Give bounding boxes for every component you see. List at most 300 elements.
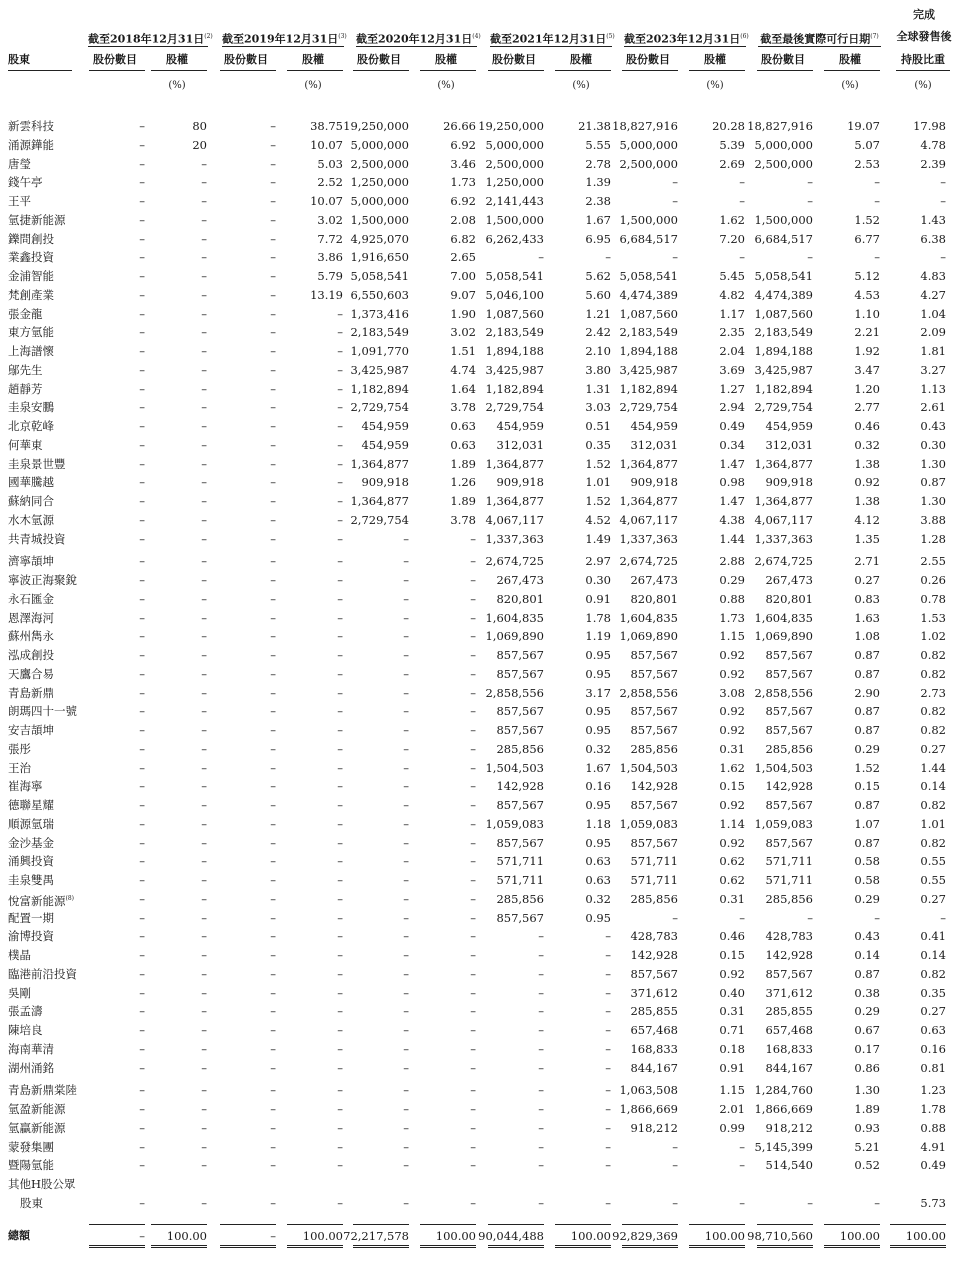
table-cell: – xyxy=(270,1102,276,1116)
table-cell: – xyxy=(538,250,544,265)
table-cell: 1,250,000 xyxy=(350,175,409,190)
table-cell: – xyxy=(337,666,343,681)
table-cell: 0.29 xyxy=(854,741,880,756)
table-cell: – xyxy=(605,929,611,944)
table-cell: – xyxy=(874,250,880,265)
table-cell: 454,959 xyxy=(765,419,813,433)
table-cell: – xyxy=(139,400,145,415)
table-cell: – xyxy=(337,985,343,1000)
table-cell: 1,069,890 xyxy=(754,629,813,644)
table-cell: 1,364,877 xyxy=(754,494,813,508)
table-cell: 2,183,549 xyxy=(350,325,409,340)
table-cell: – xyxy=(605,1060,611,1075)
table-cell: 3.08 xyxy=(719,685,745,700)
total-bottom-rule xyxy=(890,1245,946,1248)
table-cell: – xyxy=(739,175,745,190)
total-bottom-rule xyxy=(151,1245,207,1248)
table-cell: – xyxy=(403,554,409,569)
table-cell: – xyxy=(201,966,207,981)
table-cell: 2,729,754 xyxy=(350,512,409,527)
table-cell: – xyxy=(201,685,207,700)
table-cell: – xyxy=(270,400,276,415)
subheader-rule xyxy=(89,70,145,71)
table-cell: – xyxy=(139,741,145,756)
table-cell: – xyxy=(470,929,476,944)
table-cell: 26.66 xyxy=(443,119,476,133)
table-cell: – xyxy=(807,1195,813,1210)
table-cell: 0.87 xyxy=(854,648,880,662)
table-cell: – xyxy=(874,175,880,190)
table-cell: – xyxy=(739,910,745,925)
table-cell: 3,425,987 xyxy=(485,362,544,377)
total-bottom-rule xyxy=(689,1245,745,1248)
final-header-line2: 全球發售後 xyxy=(896,30,952,43)
table-cell: 1.30 xyxy=(920,494,946,508)
table-cell: 168,833 xyxy=(765,1041,813,1056)
table-cell: 2,729,754 xyxy=(754,400,813,415)
table-cell: – xyxy=(201,723,207,737)
table-cell: – xyxy=(201,381,207,396)
table-cell: 5,058,541 xyxy=(619,269,678,283)
percent-unit: (%) xyxy=(304,80,322,91)
table-cell: – xyxy=(139,344,145,358)
shareholder-name: 配置一期 xyxy=(8,910,54,925)
table-cell: 857,567 xyxy=(630,648,678,662)
table-cell: 0.92 xyxy=(719,798,745,812)
table-cell: – xyxy=(201,156,207,171)
table-cell: – xyxy=(139,929,145,944)
table-cell: 5.21 xyxy=(854,1139,880,1154)
table-cell: 0.91 xyxy=(719,1060,745,1075)
table-cell: – xyxy=(270,156,276,171)
table-cell: 0.35 xyxy=(585,437,611,452)
table-cell: – xyxy=(470,573,476,587)
table-cell: 844,167 xyxy=(765,1060,813,1075)
table-cell: – xyxy=(538,1120,544,1135)
table-cell: 2.55 xyxy=(920,554,946,569)
table-cell: 1.78 xyxy=(920,1102,946,1116)
table-cell: – xyxy=(270,494,276,508)
period-title: 截至2019年12月31日 xyxy=(222,32,339,46)
table-cell: 1.89 xyxy=(854,1102,880,1116)
table-cell: – xyxy=(470,1139,476,1154)
table-cell: – xyxy=(470,835,476,850)
table-cell: – xyxy=(470,1041,476,1056)
subheader-rule xyxy=(353,70,409,71)
table-cell: – xyxy=(139,175,145,190)
table-cell: 2.52 xyxy=(317,175,343,190)
table-cell: – xyxy=(201,456,207,471)
table-cell: – xyxy=(139,437,145,452)
total-cell: 100.00 xyxy=(839,1228,880,1243)
table-cell: 0.31 xyxy=(719,1004,745,1019)
table-cell: 2.35 xyxy=(719,325,745,340)
table-cell: 267,473 xyxy=(496,573,544,587)
table-cell: – xyxy=(605,985,611,1000)
table-cell: 4.82 xyxy=(719,287,745,302)
table-cell: – xyxy=(201,629,207,644)
table-cell: – xyxy=(270,723,276,737)
table-cell: 1,182,894 xyxy=(619,381,678,396)
table-cell: – xyxy=(270,1139,276,1154)
table-cell: 1.44 xyxy=(719,531,745,546)
equity-subheader: 股權 xyxy=(302,53,324,66)
table-cell: – xyxy=(270,531,276,546)
table-cell: – xyxy=(270,381,276,396)
table-cell: – xyxy=(337,1060,343,1075)
total-cell: 100.00 xyxy=(905,1228,946,1243)
table-cell: – xyxy=(403,666,409,681)
table-cell: 0.78 xyxy=(920,591,946,606)
table-cell: 3.27 xyxy=(920,362,946,377)
equity-subheader: 股權 xyxy=(435,53,457,66)
table-cell: 820,801 xyxy=(630,591,678,606)
table-cell: – xyxy=(403,816,409,831)
table-cell: – xyxy=(201,531,207,546)
table-cell: – xyxy=(139,1139,145,1154)
shareholder-name: 氫捷新能源 xyxy=(8,212,66,227)
table-cell: 857,567 xyxy=(630,666,678,681)
table-cell: – xyxy=(139,704,145,719)
subheader-rule xyxy=(689,70,745,71)
table-cell: – xyxy=(270,816,276,831)
table-cell: 1,866,669 xyxy=(619,1102,678,1116)
table-cell: 1.67 xyxy=(585,212,611,227)
total-top-rule xyxy=(824,1224,880,1225)
total-top-rule xyxy=(89,1224,145,1225)
table-cell: 0.92 xyxy=(719,835,745,850)
shareholder-name: 吳剛 xyxy=(8,985,31,1000)
table-cell: 3.47 xyxy=(854,362,880,377)
table-cell: 571,711 xyxy=(765,873,813,887)
table-cell: – xyxy=(739,1195,745,1210)
shareholder-header: 股東 xyxy=(8,53,30,66)
table-cell: 0.30 xyxy=(585,573,611,587)
table-cell: 3,425,987 xyxy=(754,362,813,377)
period-header xyxy=(222,30,347,47)
table-cell: 1.04 xyxy=(920,306,946,321)
table-cell: – xyxy=(403,779,409,794)
table-cell: – xyxy=(470,1158,476,1173)
table-cell: – xyxy=(807,250,813,265)
table-cell: 1,894,188 xyxy=(619,344,678,358)
shareholder-name: 悅富新能源$^{(8)}$ xyxy=(8,893,74,908)
table-cell: – xyxy=(538,1060,544,1075)
table-cell: – xyxy=(201,1195,207,1210)
table-cell: 1.17 xyxy=(719,306,745,321)
period-rule xyxy=(624,46,746,47)
table-cell: – xyxy=(605,1195,611,1210)
table-cell: 0.35 xyxy=(920,985,946,1000)
table-cell: – xyxy=(403,1023,409,1037)
final-subheader-rule xyxy=(896,70,950,71)
table-cell: – xyxy=(403,798,409,812)
table-cell: 1.27 xyxy=(719,381,745,396)
table-cell: 0.95 xyxy=(585,704,611,719)
table-cell: – xyxy=(605,1083,611,1098)
shareholder-name: 德聯星耀 xyxy=(8,798,54,812)
table-cell: 142,928 xyxy=(496,779,544,794)
shareholder-name: 圭泉景世豐 xyxy=(8,456,66,471)
table-cell: – xyxy=(139,985,145,1000)
table-cell: 1.20 xyxy=(854,381,880,396)
table-cell: 5,058,541 xyxy=(754,269,813,283)
table-cell: – xyxy=(337,723,343,737)
table-cell: 2.77 xyxy=(854,400,880,415)
total-top-rule xyxy=(151,1224,207,1225)
table-cell: 0.16 xyxy=(585,779,611,794)
table-cell: – xyxy=(470,531,476,546)
table-cell: – xyxy=(403,531,409,546)
table-cell: 1,364,877 xyxy=(350,494,409,508)
table-cell: 2,858,556 xyxy=(619,685,678,700)
shares-subheader: 股份數目 xyxy=(492,53,536,66)
table-cell: – xyxy=(270,287,276,302)
table-cell: 3.02 xyxy=(450,325,476,340)
table-cell: 1,091,770 xyxy=(350,344,409,358)
shareholder-name: 張彤 xyxy=(8,741,31,756)
table-cell: 2.10 xyxy=(585,344,611,358)
table-cell: – xyxy=(201,835,207,850)
table-cell: – xyxy=(270,175,276,190)
table-cell: – xyxy=(270,929,276,944)
table-cell: – xyxy=(139,306,145,321)
table-cell: 1,063,508 xyxy=(619,1083,678,1098)
table-cell: 2,500,000 xyxy=(350,156,409,171)
table-cell: – xyxy=(337,891,343,906)
table-cell: 6.77 xyxy=(854,231,880,246)
table-cell: 0.29 xyxy=(854,891,880,906)
table-cell: 1.31 xyxy=(585,381,611,396)
table-cell: 1,500,000 xyxy=(350,212,409,227)
shareholder-name: 暨陽氫能 xyxy=(8,1158,54,1173)
table-cell: – xyxy=(201,910,207,925)
shareholder-name: 朗瑪四十一號 xyxy=(8,704,77,719)
shareholder-name-cont: 股東 xyxy=(20,1195,43,1210)
table-cell: 2,500,000 xyxy=(754,156,813,171)
table-cell: 285,856 xyxy=(765,741,813,756)
table-cell: 4,067,117 xyxy=(619,512,678,527)
shareholder-name: 氫盈新能源 xyxy=(8,1102,66,1116)
table-cell: 1.38 xyxy=(854,456,880,471)
table-cell: – xyxy=(470,666,476,681)
table-cell: 0.86 xyxy=(854,1060,880,1075)
table-cell: – xyxy=(337,475,343,490)
table-cell: 0.30 xyxy=(920,437,946,452)
table-cell: 2,729,754 xyxy=(485,400,544,415)
table-cell: 285,856 xyxy=(765,891,813,906)
table-cell: 1,916,650 xyxy=(350,250,409,265)
total-top-rule xyxy=(555,1224,611,1225)
table-cell: 909,918 xyxy=(496,475,544,490)
table-cell: 1.07 xyxy=(854,816,880,831)
table-cell: 1.23 xyxy=(920,1083,946,1098)
table-cell: – xyxy=(470,723,476,737)
table-cell: – xyxy=(139,685,145,700)
table-cell: 7.00 xyxy=(450,269,476,283)
table-cell: 2.69 xyxy=(719,156,745,171)
table-cell: 1,059,083 xyxy=(754,816,813,831)
table-cell: – xyxy=(270,835,276,850)
table-cell: – xyxy=(270,212,276,227)
table-cell: – xyxy=(139,531,145,546)
table-cell: – xyxy=(270,306,276,321)
table-cell: 5.03 xyxy=(317,156,343,171)
table-cell: 1,284,760 xyxy=(754,1083,813,1098)
table-cell: 1.62 xyxy=(719,212,745,227)
table-cell: 267,473 xyxy=(765,573,813,587)
table-cell: – xyxy=(337,306,343,321)
table-cell: 0.46 xyxy=(719,929,745,944)
table-cell: 168,833 xyxy=(630,1041,678,1056)
table-cell: 0.82 xyxy=(920,798,946,812)
table-cell: 0.92 xyxy=(719,666,745,681)
table-cell: – xyxy=(739,194,745,208)
table-cell: 1.81 xyxy=(920,344,946,358)
table-cell: 909,918 xyxy=(765,475,813,490)
table-cell: – xyxy=(470,1195,476,1210)
equity-subheader: 股權 xyxy=(704,53,726,66)
table-cell: – xyxy=(201,1023,207,1037)
table-cell: 0.15 xyxy=(719,779,745,794)
table-cell: 2.94 xyxy=(719,400,745,415)
table-cell: – xyxy=(940,250,946,265)
table-cell: – xyxy=(201,873,207,887)
table-cell: 3.78 xyxy=(450,400,476,415)
table-cell: 2.88 xyxy=(719,554,745,569)
table-cell: – xyxy=(139,1120,145,1135)
period-header xyxy=(356,30,481,47)
table-cell: 0.15 xyxy=(854,779,880,794)
table-cell: – xyxy=(403,910,409,925)
table-cell: – xyxy=(403,723,409,737)
table-cell: 1.43 xyxy=(920,212,946,227)
total-cell: 100.00 xyxy=(570,1228,611,1243)
table-cell: 2.97 xyxy=(585,554,611,569)
table-cell: – xyxy=(470,1004,476,1019)
table-cell: 3.46 xyxy=(450,156,476,171)
table-cell: 1.35 xyxy=(854,531,880,546)
table-cell: 0.87 xyxy=(854,704,880,719)
period-rule xyxy=(758,46,881,47)
table-cell: 0.62 xyxy=(719,854,745,869)
table-cell: 5.60 xyxy=(585,287,611,302)
table-cell: – xyxy=(270,231,276,246)
table-cell: – xyxy=(403,1041,409,1056)
total-bottom-rule xyxy=(488,1245,544,1248)
table-cell: 5,145,399 xyxy=(754,1139,813,1154)
table-cell: – xyxy=(139,666,145,681)
shareholder-name: 新雲科技 xyxy=(8,119,54,133)
table-cell: – xyxy=(470,985,476,1000)
shareholder-name: 陳培良 xyxy=(8,1023,43,1037)
table-cell: 0.95 xyxy=(585,835,611,850)
table-cell: 0.87 xyxy=(854,966,880,981)
table-cell: – xyxy=(139,648,145,662)
table-cell: – xyxy=(538,1083,544,1098)
table-cell: 0.49 xyxy=(719,419,745,433)
table-cell: 20.28 xyxy=(712,119,745,133)
table-cell: – xyxy=(139,779,145,794)
table-cell: – xyxy=(139,1195,145,1210)
table-cell: – xyxy=(337,512,343,527)
table-cell: – xyxy=(470,816,476,831)
shareholder-name: 錢午亭 xyxy=(8,175,43,190)
table-cell: – xyxy=(139,456,145,471)
shareholder-name: 王治 xyxy=(8,760,31,775)
table-cell: – xyxy=(337,494,343,508)
subheader-rule xyxy=(220,70,276,71)
table-cell: – xyxy=(337,362,343,377)
table-cell: – xyxy=(337,873,343,887)
table-cell: 5.39 xyxy=(719,137,745,152)
period-note: (2) xyxy=(204,33,213,40)
table-cell: 0.91 xyxy=(585,591,611,606)
table-cell: – xyxy=(139,212,145,227)
total-bottom-rule xyxy=(622,1245,678,1248)
table-cell: 1,504,503 xyxy=(754,760,813,775)
table-cell: 0.46 xyxy=(854,419,880,433)
table-cell: 1.38 xyxy=(854,494,880,508)
table-cell: 1,364,877 xyxy=(754,456,813,471)
table-cell: – xyxy=(470,891,476,906)
table-cell: 2.65 xyxy=(450,250,476,265)
table-cell: – xyxy=(201,704,207,719)
table-cell: – xyxy=(139,835,145,850)
table-cell: 5.62 xyxy=(585,269,611,283)
table-cell: 2,729,754 xyxy=(619,400,678,415)
table-cell: – xyxy=(270,1041,276,1056)
table-cell: – xyxy=(470,854,476,869)
table-cell: – xyxy=(270,1004,276,1019)
shareholder-name: 水木氫源 xyxy=(8,512,54,527)
table-cell: – xyxy=(201,610,207,625)
table-cell: 285,856 xyxy=(496,891,544,906)
total-top-rule xyxy=(488,1224,544,1225)
table-cell: – xyxy=(139,910,145,925)
table-cell: 0.58 xyxy=(854,873,880,887)
table-cell: – xyxy=(139,798,145,812)
table-cell: – xyxy=(270,269,276,283)
table-cell: 5,000,000 xyxy=(754,137,813,152)
table-cell: 1.39 xyxy=(585,175,611,190)
table-cell: – xyxy=(672,175,678,190)
table-cell: – xyxy=(403,948,409,962)
total-cell: 92,829,369 xyxy=(612,1228,678,1243)
table-cell: 19,250,000 xyxy=(478,119,544,133)
period-header xyxy=(624,30,749,47)
table-cell: 21.38 xyxy=(578,119,611,133)
table-cell: – xyxy=(139,760,145,775)
table-cell: 918,212 xyxy=(630,1120,678,1135)
percent-unit: (%) xyxy=(706,80,724,91)
table-cell: 0.38 xyxy=(854,985,880,1000)
table-cell: 1,182,894 xyxy=(485,381,544,396)
table-cell: – xyxy=(337,685,343,700)
table-cell: 2,729,754 xyxy=(350,400,409,415)
table-cell: – xyxy=(139,873,145,887)
table-cell: – xyxy=(403,591,409,606)
table-cell: – xyxy=(403,1120,409,1135)
period-title: 截至2020年12月31日 xyxy=(356,32,473,46)
table-cell: – xyxy=(270,760,276,775)
table-cell: 1.10 xyxy=(854,306,880,321)
total-bottom-rule xyxy=(555,1245,611,1248)
table-cell: 0.41 xyxy=(920,929,946,944)
table-cell: – xyxy=(270,591,276,606)
period-rule xyxy=(222,46,344,47)
table-cell: – xyxy=(201,1158,207,1173)
